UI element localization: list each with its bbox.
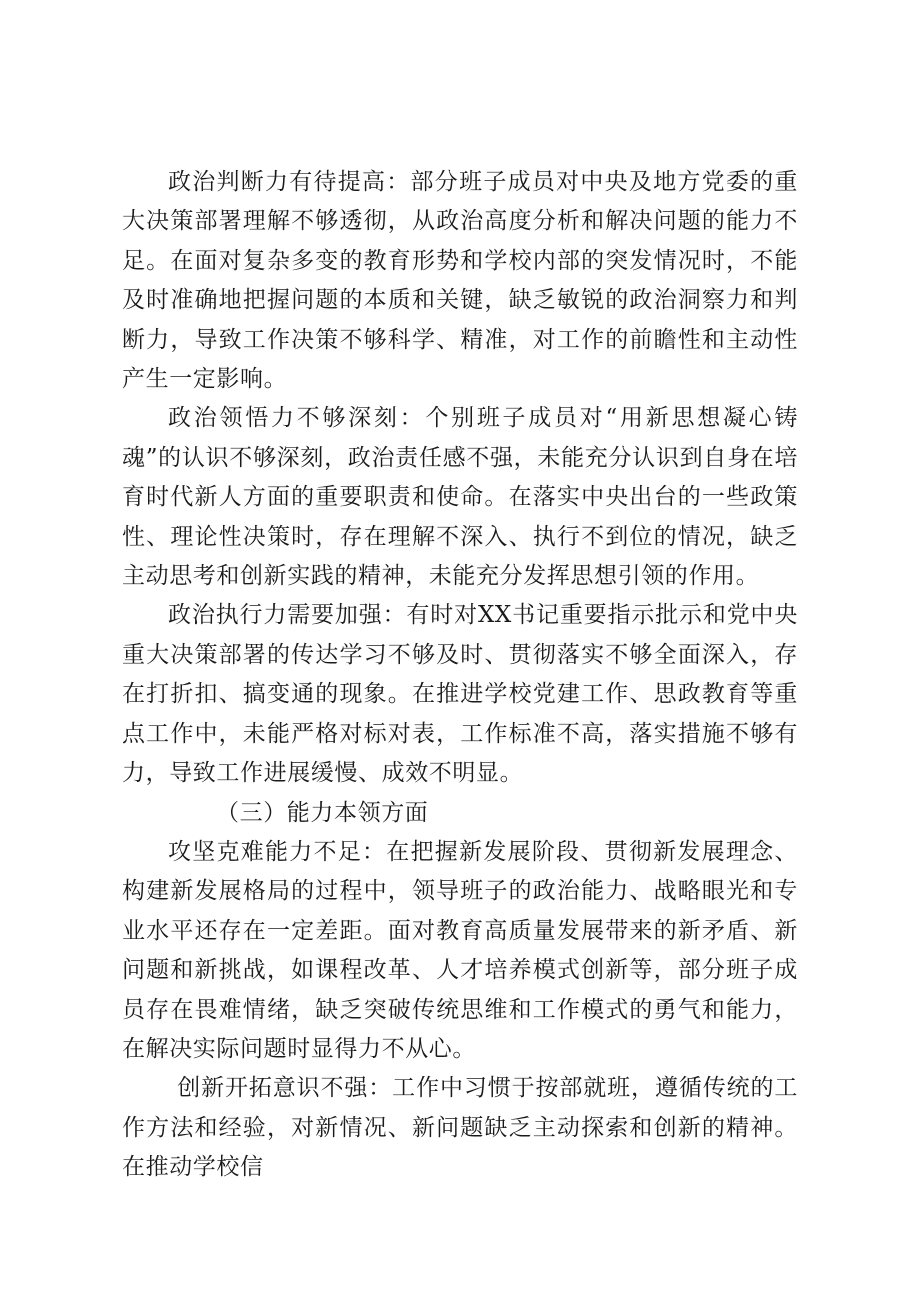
paragraph-political-comprehension: 政治领悟力不够深刻：个别班子成员对“用新思想凝心铸魂”的认识不够深刻，政治责任感不强，未能充分认识到自身在培育时代新人方面的重要职责和使命。在落实中央出台的一些政策性、理论性决策时，存在理解不深入、执行不到位的情况，缺乏主动思考和创新实践的精神，未能充分发挥思想引领的作用。 — [122, 405, 798, 590]
paragraph-political-execution: 政治执行力需要加强：有时对XX书记重要指示批示和党中央重大决策部署的传达学习不够及时、贯彻落实不够全面深入，存在打折扣、搞变通的现象。在推进学校党建工作、思政教育等重点工作中，未能严格对标对表，工作标准不高，落实措施不够有力，导致工作进展缓慢、成效不明显。 — [122, 602, 798, 787]
section-heading-ability: （三）能力本领方面 — [216, 799, 429, 826]
paragraph-political-judgment: 政治判断力有待提高：部分班子成员对中央及地方党委的重大决策部署理解不够透彻，从政治高度分析和解决问题的能力不足。在面对复杂多变的教育形势和学校内部的突发情况时，不能及时准确地把握问题的本质和关键，缺乏敏锐的政治洞察力和判断力，导致工作决策不够科学、精准，对工作的前瞻性和主动性产生一定影响。 — [122, 169, 798, 393]
document-body — [122, 163, 798, 1188]
paragraph-innovation-awareness: 创新开拓意识不强：工作中习惯于按部就班，遵循传统的工作方法和经验，对新情况、新问题缺乏主动探索和创新的精神。在推动学校信 — [122, 1075, 798, 1181]
paragraph-overcoming-difficulties: 攻坚克难能力不足：在把握新发展阶段、贯彻新发展理念、构建新发展格局的过程中，领导班子的政治能力、战略眼光和专业水平还存在一定差距。面对教育高质量发展带来的新矛盾、新问题和新挑战，如课程改革、人才培养模式创新等，部分班子成员存在畏难情绪，缺乏突破传统思维和工作模式的勇气和能力，在解决实际问题时显得力不从心。 — [122, 838, 798, 1062]
